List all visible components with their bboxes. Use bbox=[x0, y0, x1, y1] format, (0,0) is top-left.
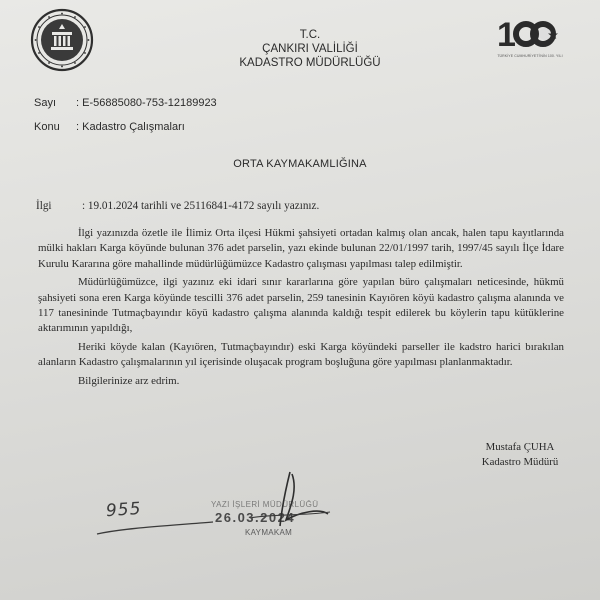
reference-number-line bbox=[34, 97, 217, 109]
letter-body bbox=[38, 226, 564, 389]
reference-line bbox=[36, 200, 319, 212]
reference-value: : 19.01.2024 tarihli ve 25116841-4172 sayılı yazınız. bbox=[82, 200, 320, 212]
signature-block bbox=[460, 440, 580, 470]
handwritten-underline bbox=[95, 516, 215, 546]
stamp-date: 26.03.2024 bbox=[215, 510, 296, 525]
subject-value: : Kadastro Çalışmaları bbox=[76, 121, 185, 133]
letterhead-governorship: ÇANKIRI VALİLİĞİ bbox=[262, 43, 358, 55]
centennial-logo bbox=[495, 12, 565, 64]
handwritten-signature bbox=[230, 468, 340, 538]
subject-line bbox=[34, 121, 185, 133]
cadastre-seal-logo bbox=[30, 8, 94, 72]
reference-number-value: : E-56885080-753-12189923 bbox=[76, 97, 217, 109]
centennial-caption: TÜRKİYE CUMHURİYETİ'NİN 100. YILI bbox=[497, 54, 563, 58]
stamp-footer: KAYMAKAM bbox=[245, 528, 293, 537]
handwritten-number: 955 bbox=[105, 498, 143, 522]
centennial-mark-icon bbox=[495, 12, 565, 54]
stamp-header: YAZI İŞLERİ MÜDÜRLÜĞÜ bbox=[211, 500, 319, 509]
svg-text:1: 1 bbox=[497, 16, 513, 54]
body-paragraph-1: İlgi yazınızda özetle ile İlimiz Orta ilçesi Hükmi şahsiyeti ortadan kalmış olan ancak, halen tapu kayıtlarında mülki hakları Karga köyünde bulunan 376 adet parselin, yazı ekinde bulunan 22/01/1997 tarih, 1997/45 sayılı İlçe İdare Kurulu Kararına göre mahallinde müdürlüğümüzce Kadastro çalışması yapılması talep edilmiştir. bbox=[38, 227, 564, 270]
reference-label: İlgi bbox=[36, 200, 52, 212]
letterhead bbox=[200, 28, 420, 70]
body-paragraph-4: Bilgilerinize arz edrim. bbox=[78, 374, 180, 387]
signer-name: Mustafa ÇUHA bbox=[485, 441, 555, 453]
body-paragraph-2: Müdürlüğümüzce, ilgi yazınız eki idari sınır kararlarına göre yapılan büro çalışmaları neticesinde, hükmü şahsiyeti sona eren Karga köyünde tescilli 376 adet parselin, 259 tanesinin Kayıören köyü kadastro çalışma alanında ve 117 tanesininde Tutmaçbayındır köyü kadastro çalışma alanında kaldığı tespit edilerek bu köylerin tapu kütüklerine aktarımının yapıldığı, bbox=[38, 276, 564, 335]
recipient: ORTA KAYMAKAMLIĞINA bbox=[233, 158, 367, 170]
signer-title: Kadastro Müdürü bbox=[481, 456, 559, 468]
reference-number-label: Sayı bbox=[34, 97, 57, 109]
subject-label: Konu bbox=[34, 121, 60, 133]
letterhead-tc: T.C. bbox=[299, 29, 321, 41]
body-paragraph-3: Heriki köyde kalan (Kayıören, Tutmaçbayındır) eski Karga köyündeki parseller ile kadstro harici bırakılan alanların Kadastro çalışmalarının yıl içerisinde oluşacak program boşluğuna göre yapılması planlanmaktadır. bbox=[38, 340, 564, 369]
letterhead-directorate: KADASTRO MÜDÜRLÜĞÜ bbox=[239, 57, 381, 69]
